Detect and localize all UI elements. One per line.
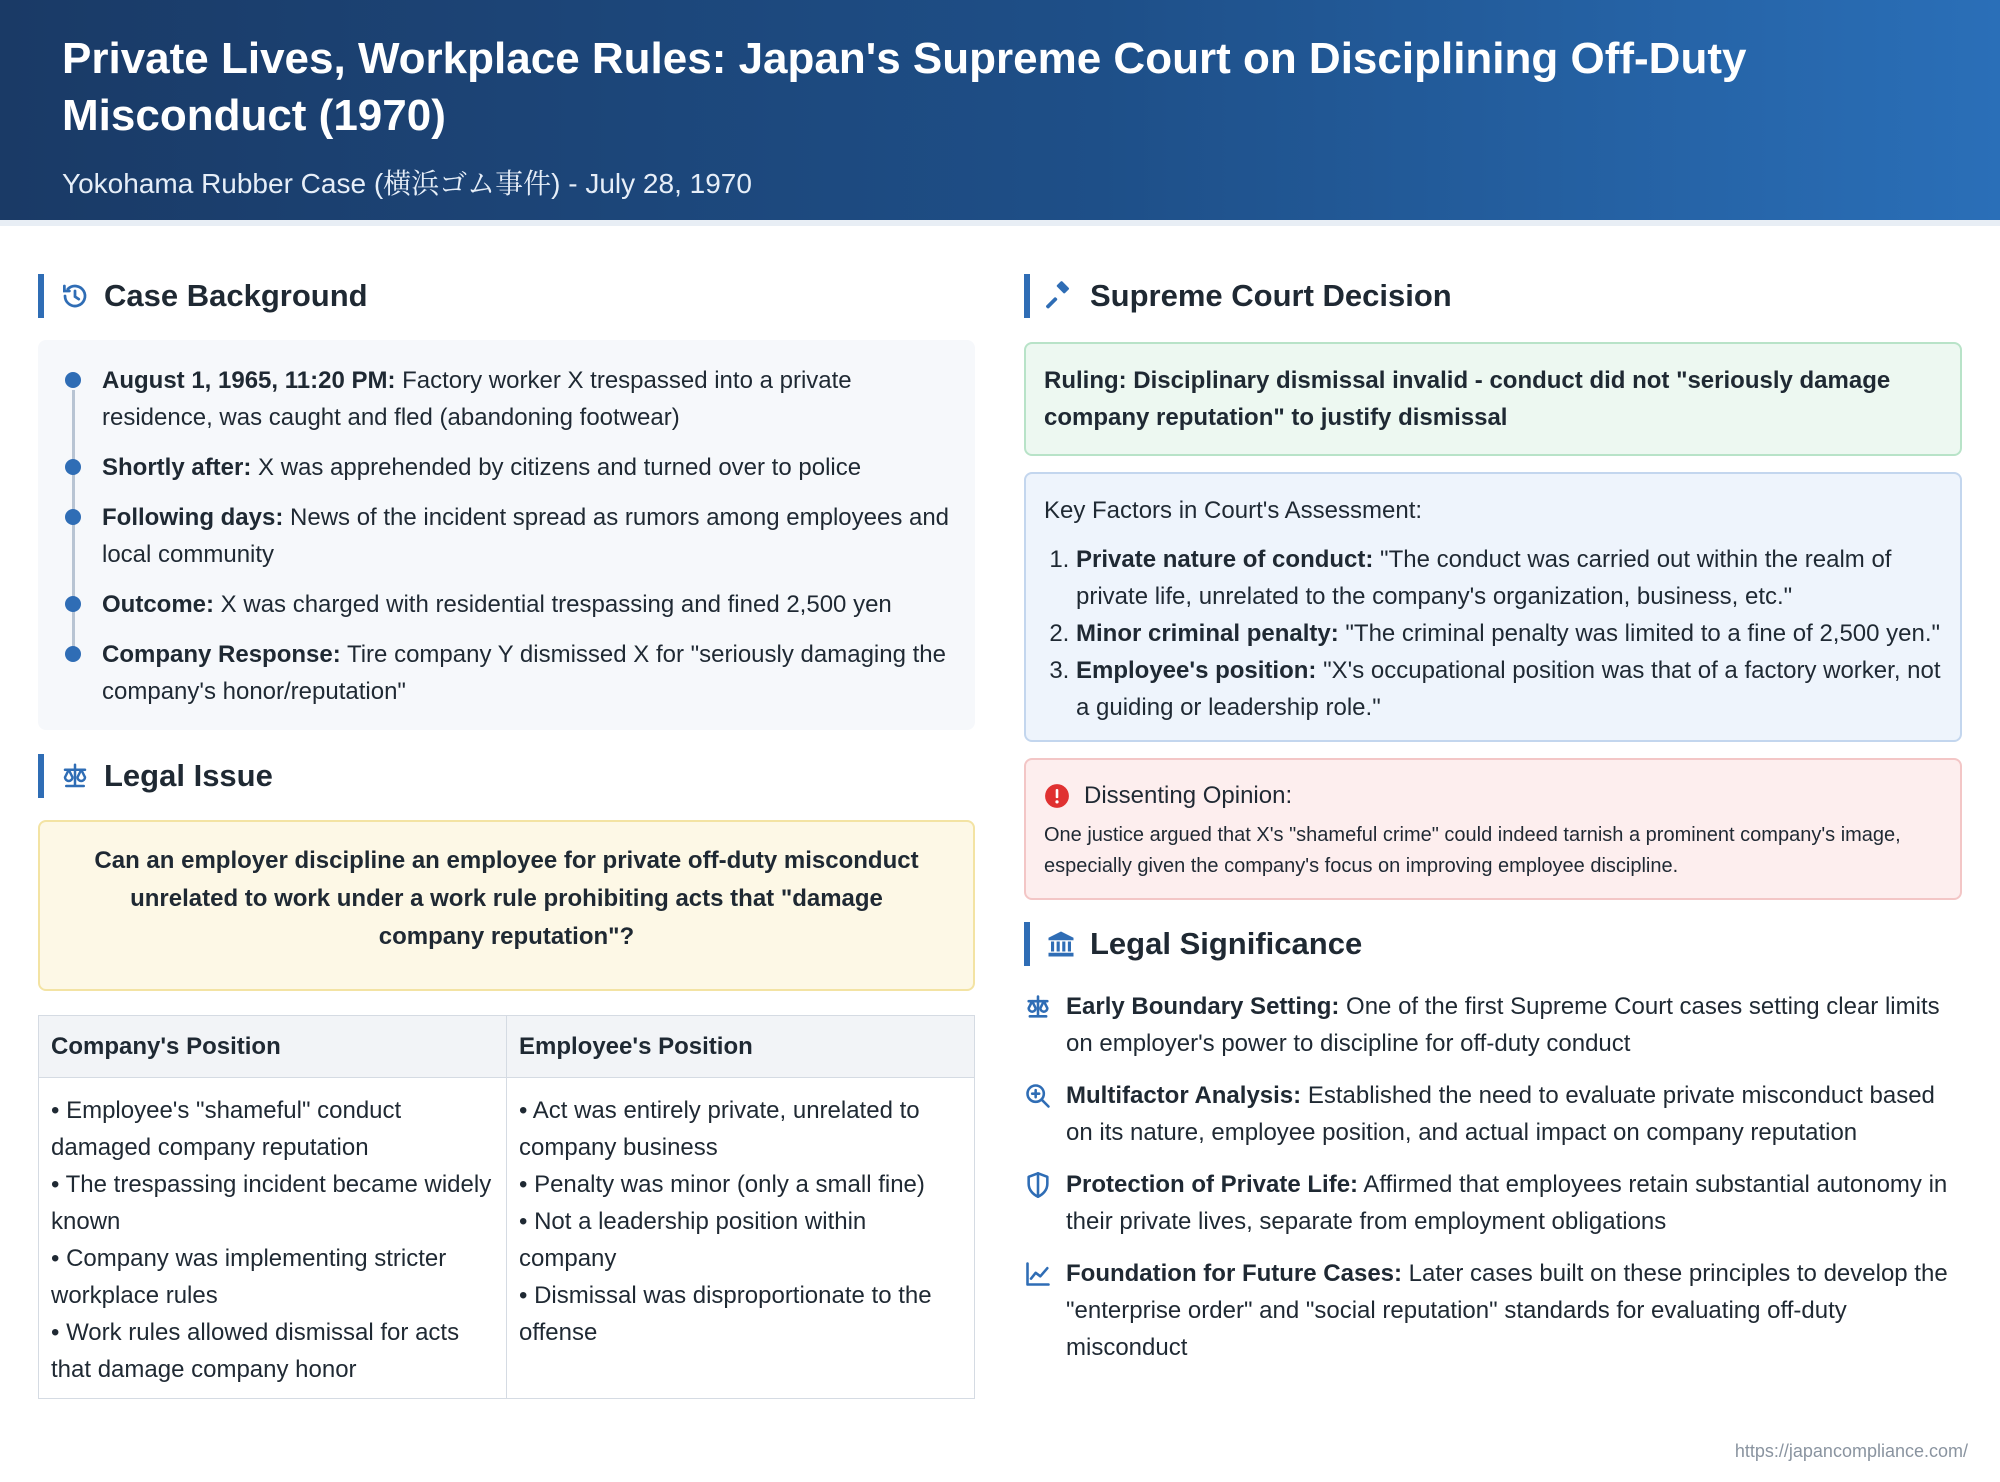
bank-icon bbox=[1046, 929, 1076, 959]
section-title: Legal Significance bbox=[1090, 926, 1363, 961]
company-position-header: Company's Position bbox=[39, 1016, 507, 1078]
timeline-item bbox=[102, 449, 955, 486]
dissent-box bbox=[1024, 758, 1962, 900]
timeline-text: News of the incident spread as rumors among employees and local community bbox=[102, 504, 950, 568]
key-factor-item bbox=[1076, 652, 1942, 726]
shield-icon bbox=[1024, 1171, 1052, 1199]
key-factors-list bbox=[1044, 541, 1942, 726]
significance-label: Foundation for Future Cases: bbox=[1066, 1260, 1402, 1287]
employee-position-cell bbox=[507, 1078, 975, 1399]
dissent-title: Dissenting Opinion: bbox=[1084, 782, 1293, 809]
key-factors-box bbox=[1024, 472, 1962, 742]
significance-label: Protection of Private Life: bbox=[1066, 1171, 1359, 1198]
key-factors-title: Key Factors in Court's Assessment: bbox=[1044, 497, 1423, 524]
right-column bbox=[1024, 232, 1962, 1366]
employee-position-point: • Act was entirely private, unrelated to company business bbox=[519, 1097, 920, 1161]
page-subtitle: Yokohama Rubber Case (横浜ゴム事件) - July 28, 1970 bbox=[62, 168, 752, 199]
significance-text: One of the first Supreme Court cases setting clear limits on employer's power to discipline for off-duty conduct bbox=[1066, 993, 1940, 1057]
timeline-dot bbox=[65, 372, 81, 388]
significance-item bbox=[1024, 988, 1962, 1062]
significance-text-wrap bbox=[1066, 988, 1962, 1062]
key-factor-label: Private nature of conduct: bbox=[1076, 546, 1374, 573]
dissent-heading bbox=[1044, 778, 1942, 814]
timeline-label: Outcome: bbox=[102, 591, 215, 618]
company-position-point: • Employee's "shameful" conduct damaged company reputation bbox=[51, 1097, 402, 1161]
company-position-cell bbox=[39, 1078, 507, 1399]
timeline-text: X was apprehended by citizens and turned over to police bbox=[251, 454, 862, 481]
timeline-item bbox=[102, 499, 955, 573]
section-supreme-court-decision bbox=[1024, 274, 1962, 318]
page-header bbox=[0, 0, 2000, 226]
dissent-text: One justice argued that X's "shameful crime" could indeed tarnish a prominent company's image, especially given the company's focus on improving employee discipline. bbox=[1044, 824, 1901, 877]
timeline-dot bbox=[65, 646, 81, 662]
section-title: Legal Issue bbox=[104, 758, 273, 793]
timeline-label: Company Response: bbox=[102, 641, 341, 668]
significance-label: Multifactor Analysis: bbox=[1066, 1082, 1302, 1109]
chart-line-icon bbox=[1024, 1260, 1052, 1288]
timeline-label: August 1, 1965, 11:20 PM: bbox=[102, 367, 396, 394]
timeline-text: Factory worker X trespassed into a private residence, was caught and fled (abandoning footwear) bbox=[102, 367, 852, 431]
section-case-background bbox=[38, 274, 975, 318]
key-factor-text: "X's occupational position was that of a factory worker, not a guiding or leadership role." bbox=[1076, 657, 1941, 721]
significance-item bbox=[1024, 1255, 1962, 1366]
significance-text: Established the need to evaluate private misconduct based on its nature, employee position, and actual impact on company reputation bbox=[1066, 1082, 1935, 1146]
timeline-dot bbox=[65, 509, 81, 525]
company-position-point: • Company was implementing stricter workplace rules bbox=[51, 1245, 447, 1309]
timeline-text: X was charged with residential trespassing and fined 2,500 yen bbox=[214, 591, 892, 618]
significance-item bbox=[1024, 1077, 1962, 1151]
key-factor-label: Minor criminal penalty: bbox=[1076, 620, 1339, 647]
key-factor-label: Employee's position: bbox=[1076, 657, 1317, 684]
significance-text: Later cases built on these principles to develop the "enterprise order" and "social reputation" standards for evaluating off-duty misconduct bbox=[1066, 1260, 1948, 1361]
footer-url[interactable]: https://japancompliance.com/ bbox=[1734, 1441, 1968, 1461]
company-position-point: • Work rules allowed dismissal for acts that damage company honor bbox=[51, 1319, 460, 1383]
timeline-dot bbox=[65, 596, 81, 612]
search-plus-icon bbox=[1024, 1082, 1052, 1110]
timeline-list bbox=[102, 362, 955, 710]
significance-text-wrap bbox=[1066, 1077, 1962, 1151]
scale-icon bbox=[60, 761, 90, 791]
timeline-item bbox=[102, 636, 955, 710]
page-title: Private Lives, Workplace Rules: Japan's Supreme Court on Disciplining Off-Duty Misconduct (1970) bbox=[62, 34, 1747, 140]
employee-position-point: • Not a leadership position within company bbox=[519, 1208, 867, 1272]
significance-text-wrap bbox=[1066, 1166, 1962, 1240]
section-title: Supreme Court Decision bbox=[1090, 278, 1452, 313]
significance-text-wrap bbox=[1066, 1255, 1962, 1366]
section-legal-issue bbox=[38, 754, 975, 798]
key-factor-item bbox=[1076, 615, 1942, 652]
employee-position-point: • Penalty was minor (only a small fine) bbox=[519, 1171, 925, 1198]
section-title: Case Background bbox=[104, 278, 368, 313]
company-position-point: • The trespassing incident became widely known bbox=[51, 1171, 492, 1235]
history-icon bbox=[60, 281, 90, 311]
timeline-card bbox=[38, 340, 975, 730]
timeline-item bbox=[102, 586, 955, 623]
employee-position-point: • Dismissal was disproportionate to the offense bbox=[519, 1282, 932, 1346]
employee-position-header: Employee's Position bbox=[507, 1016, 975, 1078]
positions-table bbox=[38, 1015, 975, 1399]
significance-list bbox=[1024, 988, 1962, 1366]
timeline-label: Shortly after: bbox=[102, 454, 252, 481]
significance-item bbox=[1024, 1166, 1962, 1240]
legal-question: Can an employer discipline an employee for private off-duty misconduct unrelated to work under a work rule prohibiting acts that "damage company reputation"? bbox=[38, 820, 975, 991]
key-factor-text: "The conduct was carried out within the realm of private life, unrelated to the company's organization, business, etc." bbox=[1076, 546, 1892, 610]
timeline-line bbox=[72, 390, 75, 660]
timeline-dot bbox=[65, 459, 81, 475]
key-factor-item bbox=[1076, 541, 1942, 615]
ruling-box: Ruling: Disciplinary dismissal invalid - conduct did not "seriously damage company reputation" to justify dismissal bbox=[1024, 342, 1962, 456]
scale-icon bbox=[1024, 993, 1052, 1021]
timeline-text: Tire company Y dismissed X for "seriously damaging the company's honor/reputation" bbox=[102, 641, 946, 705]
left-column bbox=[38, 232, 975, 1399]
timeline-label: Following days: bbox=[102, 504, 284, 531]
significance-text: Affirmed that employees retain substantial autonomy in their private lives, separate from employment obligations bbox=[1066, 1171, 1948, 1235]
alert-icon bbox=[1044, 783, 1070, 809]
significance-label: Early Boundary Setting: bbox=[1066, 993, 1340, 1020]
key-factor-text: "The criminal penalty was limited to a fine of 2,500 yen." bbox=[1338, 620, 1941, 647]
gavel-icon bbox=[1046, 281, 1076, 311]
timeline-item bbox=[102, 362, 955, 436]
section-legal-significance bbox=[1024, 922, 1962, 966]
